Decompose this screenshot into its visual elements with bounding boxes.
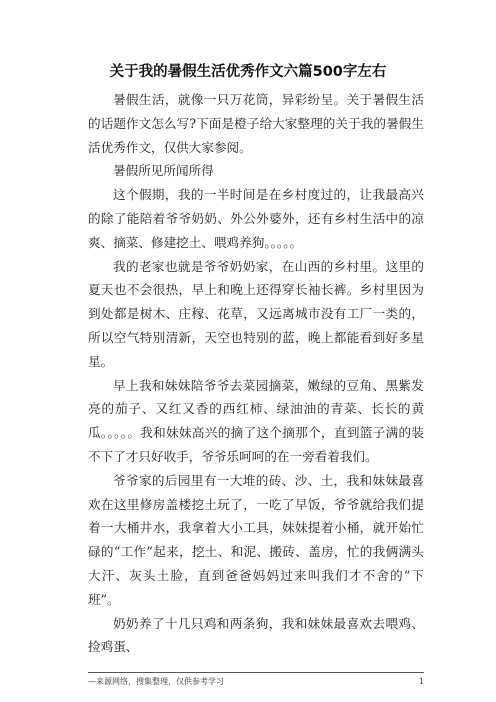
paragraph-intro: 暑假生活，就像一只万花筒，异彩纷呈。关于暑假生活的话题作文怎么写?下面是橙子给大家整理的关于我的暑假生活优秀作文，仅供大家参阅。 [88, 92, 424, 155]
page-number: 1 [418, 677, 424, 686]
document-title: 关于我的暑假生活优秀作文六篇500字左右 [109, 64, 387, 80]
paragraph-holiday: 这个假期，我的一半时间是在乡村度过的，让我最高兴的除了能陪着爷爷奶奶、外公外婆外，还有乡村生活中的凉爽、摘菜、修建挖土、喂鸡养狗。。。。。 [88, 187, 424, 250]
paragraph-chickens-dogs: 奶奶养了十几只鸡和两条狗，我和妹妹最喜欢去喂鸡、捡鸡蛋、 [88, 615, 424, 655]
paragraph-hometown: 我的老家也就是爷爷奶奶家，在山西的乡村里。这里的夏天也不会很热，早上和晚上还得穿长袖长裤。乡村里因为到处都是树木、庄稼、花草，又远离城市没有工厂一类的，所以空气特别清新，天空也特别的蓝，晚上都能看到好多星星。 [88, 258, 424, 369]
section-heading: 暑假所见所闻所得 [113, 163, 214, 179]
paragraph-backyard-play: 爷爷家的后园里有一大堆的砖、沙、土，我和妹妹最喜欢在这里修房盖楼挖土玩了，一吃了早饭，爷爷就给我们提着一大桶井水，我拿着大小工具，妹妹提着小桶，就开始忙碌的“工作”起来，挖土、和泥、搬砖、盖房，忙的我俩满头大汗、灰头土脸，直到爸爸妈妈过来叫我们才不舍的“下班”。 [88, 472, 424, 607]
footer-source-note: —来源网络，搜集整理，仅供参考学习 [88, 677, 224, 686]
document-body [88, 88, 424, 659]
footer-divider [88, 672, 424, 673]
paragraph-vegetable-garden: 早上我和妹妹陪爷爷去菜园摘菜，嫩绿的豆角、黑紫发亮的茄子、又红又香的西红柿、绿油油的青菜、长长的黄瓜。。。。。我和妹妹高兴的摘了这个摘那个，直到篮子满的装不下了才只好收手，爷爷乐呵呵的在一旁看着我们。 [88, 377, 424, 464]
